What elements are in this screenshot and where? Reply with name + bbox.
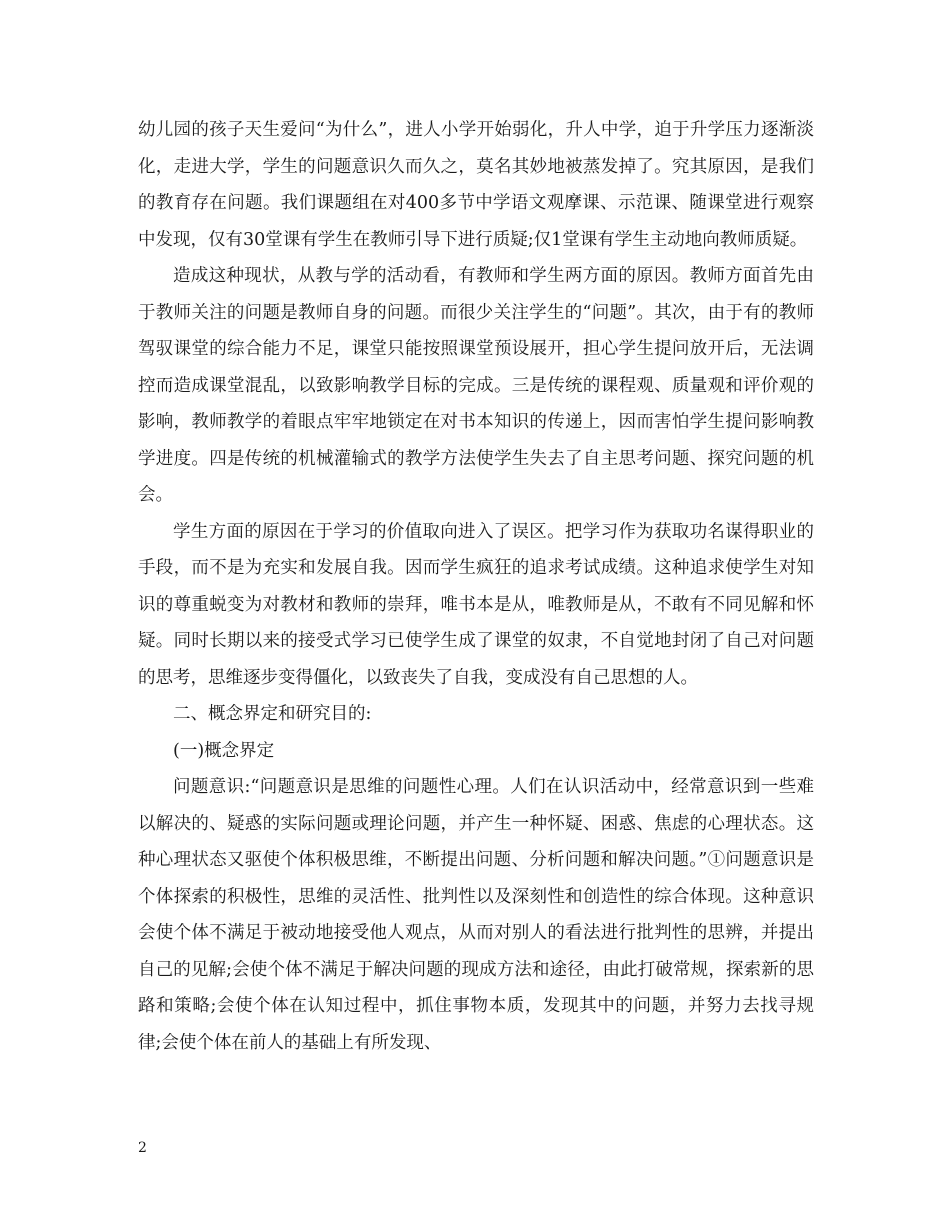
paragraph: 造成这种现状，从教与学的活动看，有教师和学生两方面的原因。教师方面首先由于教师关注的问题是教师自身的问题。而很少关注学生的“问题”。其次，由于有的教师驾驭课堂的综合能力不足，课堂只能按照课堂预设展开，担心学生提问放开后，无法调控而造成课堂混乱，以致影响教学目标的完成。三是传统的课程观、质量观和评价观的影响，教师教学的着眼点牢牢地锁定在对书本知识的传递上，因而害怕学生提问影响教学进度。四是传统的机械灌输式的教学方法使学生失去了自主思考问题、探究问题的机会。 [138,266,814,505]
document-body [138,112,814,1061]
paragraph: 学生方面的原因在于学习的价值取向进入了误区。把学习作为获取功名谋得职业的手段，而不是为充实和发展自我。因而学生疯狂的追求考试成绩。这种追求使学生对知识的尊重蜕变为对教材和教师的崇拜，唯书本是从，唯教师是从，不敢有不同见解和怀疑。同时长期以来的接受式学习已使学生成了课堂的奴隶，不自觉地封闭了自己对问题的思考，思维逐步变得僵化，以致丧失了自我，变成没有自己思想的人。 [138,521,814,688]
subsection-heading: (一)概念界定 [173,740,275,761]
section-heading: 二、概念界定和研究目的: [173,704,372,724]
paragraph: 问题意识:“问题意识是思维的问题性心理。人们在认识活动中，经常意识到一些难以解决的、疑惑的实际问题或理论问题，并产生一种怀疑、困惑、焦虑的心理状态。这种心理状态又驱使个体积极思维，不断提出问题、分析问题和解决问题。”①问题意识是个体探索的积极性，思维的灵活性、批判性以及深刻性和创造性的综合体现。这种意识会使个体不满足于被动地接受他人观点，从而对别人的看法进行批判性的思辨，并提出自己的见解;会使个体不满足于解决问题的现成方法和途径，由此打破常规，探索新的思路和策略;会使个体在认知过程中，抓住事物本质，发现其中的问题，并努力去找寻规律;会使个体在前人的基础上有所发现、 [138,777,814,1053]
paragraph: 幼儿园的孩子天生爱问“为什么”，进人小学开始弱化，升人中学，迫于升学压力逐渐淡化，走进大学，学生的问题意识久而久之，莫名其妙地被蒸发掉了。究其原因，是我们的教育存在问题。我们课题组在对400多节中学语文观摩课、示范课、随课堂进行观察中发现，仅有30堂课有学生在教师引导下进行质疑;仅1堂课有学生主动地向教师质疑。 [138,120,814,250]
page-number: 2 [138,1140,147,1156]
